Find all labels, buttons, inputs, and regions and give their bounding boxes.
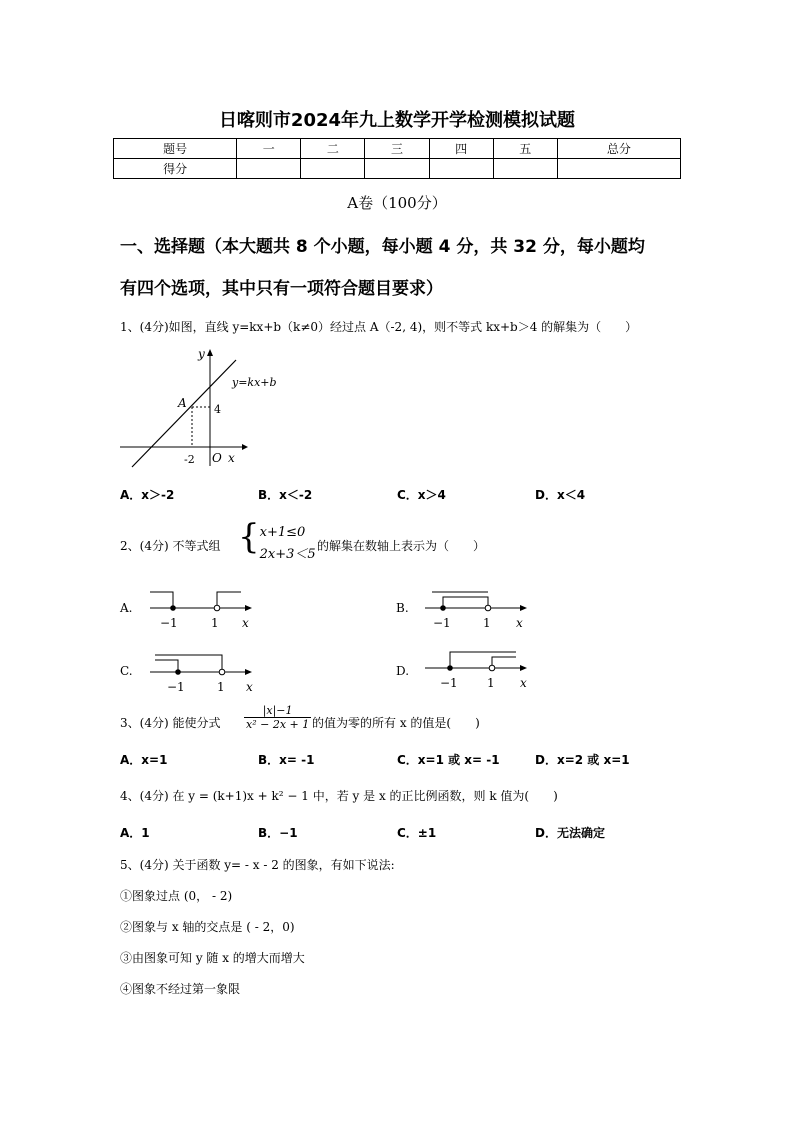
x-axis-label: x [228, 451, 235, 465]
tick-minus-one: −1 [167, 680, 185, 694]
origin-label: O [212, 451, 222, 465]
table-cell: 总分 [557, 139, 680, 159]
inequality-2: 2x+3＜5 [259, 546, 316, 562]
number-line-a [145, 586, 265, 631]
q5-statement: ③由图象可知 y 随 x 的增大而增大 [120, 951, 305, 965]
point-a-label: A [178, 396, 187, 410]
table-cell: 题号 [114, 139, 237, 159]
question-2-prefix: 2、(4分) 不等式组 [120, 539, 221, 553]
tick-one: 1 [483, 616, 491, 630]
tick-x: x [520, 676, 527, 690]
score-input-cell[interactable] [493, 159, 557, 179]
q1-option-a[interactable]: A．x＞-2 [120, 488, 175, 502]
table-cell: 一 [237, 139, 301, 159]
table-cell: 二 [301, 139, 365, 159]
fraction-denominator: x² − 2x + 1 [246, 718, 310, 731]
part-heading-line1: 一、选择题（本大题共 8 个小题，每小题 4 分，共 32 分，每小题均 [120, 237, 645, 257]
tick-one: 1 [211, 616, 219, 630]
question-2-suffix: 的解集在数轴上表示为（ ） [317, 539, 486, 553]
q3-option-a[interactable]: A．x=1 [120, 753, 168, 767]
table-cell: 五 [493, 139, 557, 159]
tick-x: x [516, 616, 523, 630]
fraction-numerator: |x|−1 [244, 704, 311, 718]
q2-option-c[interactable]: C. [120, 664, 133, 678]
y-tick-label: 4 [214, 403, 221, 416]
tick-minus-one: −1 [433, 616, 451, 630]
q2-option-d[interactable]: D. [396, 664, 410, 678]
q3-option-b[interactable]: B．x= -1 [258, 753, 315, 767]
score-input-cell[interactable] [429, 159, 493, 179]
score-table-header [114, 139, 681, 159]
score-table-row [114, 159, 681, 179]
y-axis-label: y [198, 347, 205, 361]
question-1-graph [118, 344, 288, 472]
score-table [113, 138, 681, 179]
q1-option-d[interactable]: D．x＜4 [535, 488, 586, 502]
section-heading: A卷（100分） [347, 194, 447, 212]
q4-option-a[interactable]: A．1 [120, 826, 150, 840]
number-line-b [420, 586, 540, 631]
q5-statement: ②图象与 x 轴的交点是 ( - 2，0) [120, 920, 295, 934]
number-line-c [145, 650, 265, 695]
tick-one: 1 [217, 680, 225, 694]
tick-one: 1 [487, 676, 495, 690]
q1-option-b[interactable]: B．x＜-2 [258, 488, 313, 502]
inequality-system [238, 517, 316, 566]
question-3-prefix: 3、(4分) 能使分式 [120, 716, 221, 730]
q4-option-b[interactable]: B．−1 [258, 826, 298, 840]
q2-option-a[interactable]: A. [120, 601, 133, 615]
q2-option-b[interactable]: B. [396, 601, 409, 615]
table-cell: 四 [429, 139, 493, 159]
score-input-cell[interactable] [557, 159, 680, 179]
score-input-cell[interactable] [237, 159, 301, 179]
q3-option-d[interactable]: D．x=2 或 x=1 [535, 753, 630, 767]
question-5-text: 5、(4分) 关于函数 y= - x - 2 的图象，有如下说法: [120, 858, 395, 872]
tick-minus-one: −1 [440, 676, 458, 690]
q4-option-c[interactable]: C．±1 [397, 826, 437, 840]
score-input-cell[interactable] [365, 159, 429, 179]
inequality-1: x+1≤0 [259, 524, 306, 540]
part-heading-line2: 有四个选项，其中只有一项符合题目要求） [120, 279, 443, 299]
table-cell: 三 [365, 139, 429, 159]
q5-statement: ①图象过点 (0， - 2) [120, 889, 233, 903]
page-title: 日喀则市2024年九上数学开学检测模拟试题 [218, 110, 576, 131]
question-3-suffix: 的值为零的所有 x 的值是( ) [312, 716, 480, 730]
q1-option-c[interactable]: C．x＞4 [397, 488, 446, 502]
tick-minus-one: −1 [160, 616, 178, 630]
table-cell: 得分 [114, 159, 237, 179]
q5-statement: ④图象不经过第一象限 [120, 982, 241, 996]
question-1-text: 1、(4分)如图，直线 y=kx+b（k≠0）经过点 A（-2, 4)，则不等式 kx+b＞4 的解集为（ ） [120, 320, 638, 334]
line-label: y=kx+b [232, 376, 277, 389]
question-4-text: 4、(4分) 在 y = (k+1)x + k² − 1 中，若 y 是 x 的正比例函数，则 k 值为( ) [120, 789, 558, 803]
tick-x: x [242, 616, 249, 630]
brace-icon: { [238, 517, 260, 557]
q4-option-d[interactable]: D．无法确定 [535, 826, 605, 840]
x-tick-label: -2 [184, 453, 195, 466]
fraction [244, 704, 311, 731]
tick-x: x [246, 680, 253, 694]
fraction-body [244, 704, 311, 731]
number-line-d [420, 646, 540, 691]
score-input-cell[interactable] [301, 159, 365, 179]
q3-option-c[interactable]: C．x=1 或 x= -1 [397, 753, 500, 767]
system-lines [260, 522, 316, 566]
